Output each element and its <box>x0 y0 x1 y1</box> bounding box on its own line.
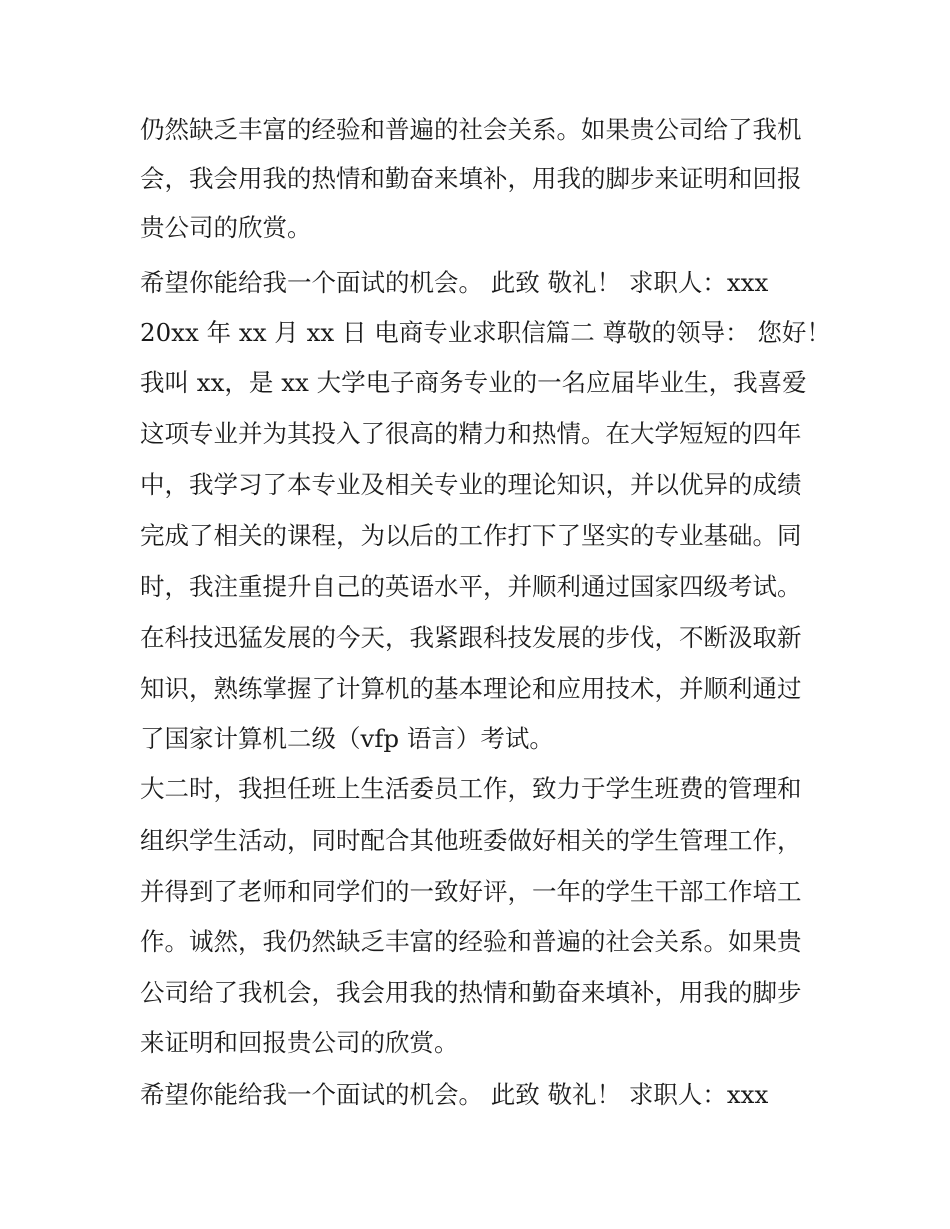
text-line: 公司给了我机会，我会用我的热情和勤奋来填补，用我的脚步 <box>140 978 802 1007</box>
text-line: 作。诚然，我仍然缺乏丰富的经验和普遍的社会关系。如果贵 <box>140 927 802 956</box>
text-line: 完成了相关的课程，为以后的工作打下了坚实的专业基础。同 <box>140 521 802 550</box>
text-line: 大二时，我担任班上生活委员工作，致力于学生班费的管理和 <box>140 774 802 803</box>
text-line: 会，我会用我的热情和勤奋来填补，用我的脚步来证明和回报 <box>140 164 802 193</box>
text-line: 时，我注重提升自己的英语水平，并顺利通过国家四级考试。 <box>140 572 802 601</box>
text-line: 希望你能给我一个面试的机会。 此致 敬礼！ 求职人：xxx <box>140 268 769 297</box>
text-line: 知识，熟练掌握了计算机的基本理论和应用技术，并顺利通过 <box>140 674 802 703</box>
text-line: 希望你能给我一个面试的机会。 此致 敬礼！ 求职人：xxx <box>140 1080 769 1109</box>
text-line: 我叫 xx，是 xx 大学电子商务专业的一名应届毕业生，我喜爱 <box>140 368 807 397</box>
text-line: 来证明和回报贵公司的欣赏。 <box>140 1028 459 1057</box>
text-line: 组织学生活动，同时配合其他班委做好相关的学生管理工作， <box>140 826 802 855</box>
text-line: 这项专业并为其投入了很高的精力和热情。在大学短短的四年 <box>140 419 802 448</box>
text-line: 20xx 年 xx 月 xx 日 电商专业求职信篇二 尊敬的领导： 您好！ <box>140 318 831 347</box>
text-line: 并得到了老师和同学们的一致好评，一年的学生干部工作培工 <box>140 877 802 906</box>
text-line: 在科技迅猛发展的今天，我紧跟科技发展的步伐，不断汲取新 <box>140 623 802 652</box>
text-line: 贵公司的欣赏。 <box>140 213 312 242</box>
text-line: 仍然缺乏丰富的经验和普遍的社会关系。如果贵公司给了我机 <box>140 115 802 144</box>
text-line: 中，我学习了本专业及相关专业的理论知识，并以优异的成绩 <box>140 470 802 499</box>
text-line: 了国家计算机二级（vfp 语言）考试。 <box>140 724 554 753</box>
